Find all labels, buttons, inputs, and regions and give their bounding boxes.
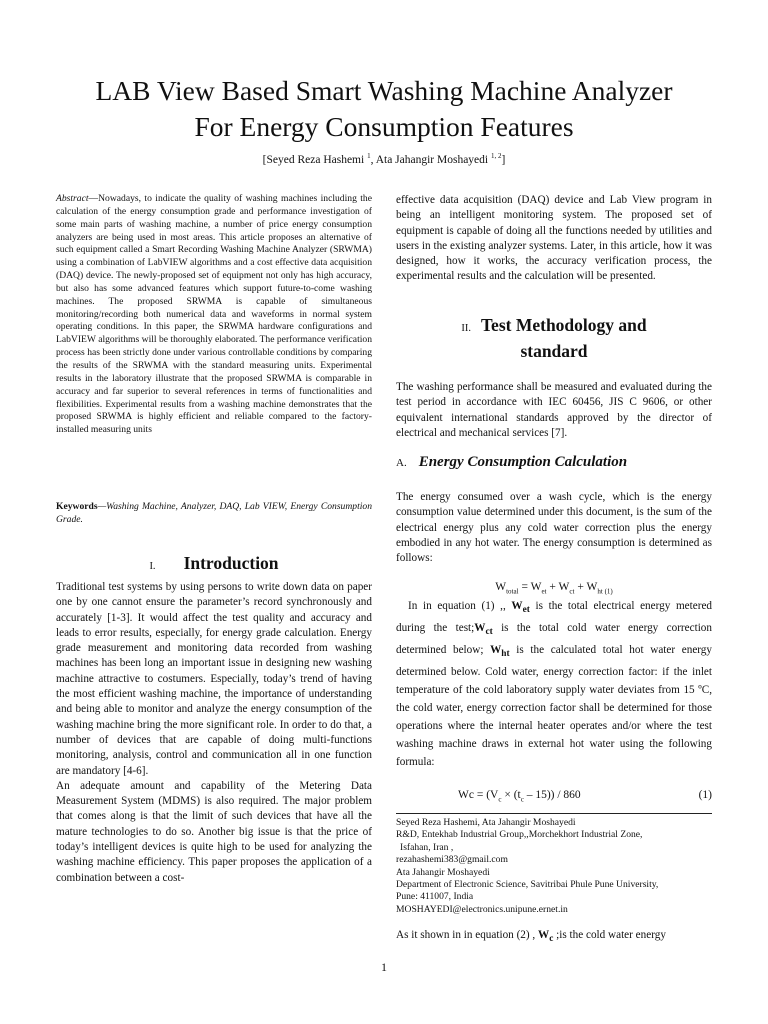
keywords-label: Keywords: [56, 501, 98, 512]
section-title: Introduction: [183, 553, 279, 573]
abstract: [56, 193, 372, 437]
title-line-1: LAB View Based Smart Washing Machine Analyzer: [95, 75, 673, 106]
section-title-line-1: Test Methodology and: [480, 315, 647, 335]
author-1: [Seyed Reza Hashemi: [262, 153, 365, 166]
equation-1: $W_{total} = W_{et} + W_{ct} + W_{ht}$ $_{(1)}$: [495, 581, 613, 596]
subsection-title: Energy Consumption Calculation: [418, 454, 628, 470]
energy-paragraph: The energy consumed over a wash cycle, which is the energy consumption value determined under this document, is the sum of the electrical energy plus any cold water correction plus the energy embodied in any hot water. The energy consumption is determined as follows:: [396, 491, 712, 565]
footnote-line: R&D, Entekhab Industrial Group,,Morchekhort Industrial Zone,: [396, 829, 643, 841]
footnote-line: Department of Electronic Science, Savitribai Phule Pune University,: [396, 879, 659, 891]
footnote-email: rezahashemi383@gmail.com: [396, 854, 508, 866]
introduction-paragraph-2: An adequate amount and capability of the Metering Data Measurement System (MDMS) is also required. The major problem that comes along is that the limit of such devices that have all the mature technologies to do so. Another big issue is that the price of today’s intelligent devices is quite high to be used for analyzing the washing machine efficiency. This paper proposes the application of a combination between a cost-: [56, 779, 372, 884]
author-1-affiliation: 1: [367, 152, 371, 160]
subsection-heading-energy: [396, 452, 712, 473]
section-heading-methodology: [396, 314, 712, 363]
section-title-line-2: standard: [520, 341, 588, 361]
author-2: , Ata Jahangir Moshayedi: [370, 153, 489, 166]
methodology-paragraph: The washing performance shall be measured and evaluated during the test period in accordance with IEC 60456, JIS C 9606, or other equivalent international standards approved by the director of electrical and mechanical services [7].: [396, 381, 712, 439]
footnote-line: Isfahan, Iran ,: [400, 841, 454, 853]
equation-1-explanation: In in equation (1) ,, $W_{et}$ is the total electrical energy metered during the $test;W_{ct}$ is the total cold water energy correction determined below; $W_{ht}$ is the calculated total hot water energy determined below. Cold water, energy correction factor: if the inlet temperature of the cold laboratory supply water deviates from 15 ºC, the cold water, energy correction factor shall be determined for those operations where the internal heater operates and/or where the test washing machine draws in external hot water using the following formula:: [396, 600, 712, 768]
paper-title: [20, 73, 748, 145]
keywords-text: —Washing Machine, Analyzer, DAQ, Lab VIEW, Energy Consumption Grade.: [56, 501, 372, 525]
footnote-divider: [396, 813, 712, 814]
equation-number: (1): [698, 789, 712, 801]
abstract-text: —Nowadays, to indicate the quality of washing machines including the calculation of the energy consumption grade and performance investigation of some main parts of washing machine, a number of price energy consumption analyzers are being used in most areas. This article proposes an alternative of such equipment called a Smart Recording Washing Machine Analyzer (SRWMA) using a combination of LabVIEW algorithms and a cost effective data acquisition (DAQ) device. The newly-proposed set of equipment not only has high accuracy, but also has some advanced features which support future-to-come washing machines. The proposed SRWMA is capable of simultaneous monitoring/recording both numerical data and waveforms in normal system operating conditions. In this paper, the SRWMA hardware configurations and LabVIEW algorithms will be thoroughly elaborated. The performance verification process has been strictly done under various controllable conditions by comparing the results of the SRWMA with the standard measuring units. Experimental results in the laboratory illustrate that the proposed SRWMA is comparable in accuracy and far superior to several references in terms of functionalities and flexibilities. Experimental results from a washing machine demonstrates that the proposed SRWMA is highly efficient and reliable compared to the factory-installed measuring units: [56, 193, 372, 436]
introduction-paragraph-1: Traditional test systems by using persons to write down data on paper one by one cannot ensure the parameter’s record synchronously and accurately [1-3]. It would affect the test quality and accuracy and leads to error results, especially, for energy grade calculation. Energy grade measurement and monitoring data recorded from washing machines has been long an important issue in designing new washing machine attractive to costumers. Especially, today’s trend of having the most efficient washing machine, the importance of understanding and being able to monitor and analyze the energy consumption of the washing machine bring the more significant role. In order to do that, a number of devices that are capable of doing multi-functions monitoring, analysis, control and communication all in one function are mandatory [4-6].: [56, 581, 372, 777]
author-footnote: [396, 817, 712, 916]
equation-number: (1): [602, 587, 613, 596]
keywords: [56, 501, 372, 527]
last-line: As it shown in in equation (2) , $W_c$ ;is the cold water energy: [396, 929, 666, 945]
introduction-body: [56, 580, 372, 886]
equation-2-body: $Wc = (V_c \times (t_c - 15)) / 860$: [458, 789, 581, 804]
footnote-line: Seyed Reza Hashemi, Ata Jahangir Moshayedi: [396, 817, 576, 828]
footnote-line: Pune: 411007, India: [396, 891, 474, 903]
page-number: 1: [381, 960, 387, 974]
section-heading-introduction: [56, 552, 372, 578]
abstract-label: Abstract: [56, 193, 89, 204]
footnote-line: Ata Jahangir Moshayedi: [396, 866, 490, 878]
section-number: I.: [149, 561, 156, 572]
author-2-affiliation: 1, 2: [491, 152, 502, 160]
author-list-close: ]: [501, 153, 506, 166]
subsection-letter: A.: [396, 457, 407, 469]
footnote-email: MOSHAYEDI@electronics.unipune.ernet.in: [396, 903, 568, 915]
author-list: [20, 148, 748, 168]
section-number: II.: [461, 323, 471, 334]
equation-2: [396, 788, 712, 804]
title-line-2: For Energy Consumption Features: [194, 111, 574, 142]
introduction-continued: effective data acquisition (DAQ) device and Lab View program in being an intelligent monitoring system. The proposed set of equipment is capable of doing all the functions needed by utilities and users in the existing analyzer systems. Later, in this article, how it was designed, how it works, the accuracy verification process, the experimental results and the calculation will be presented.: [396, 194, 712, 283]
